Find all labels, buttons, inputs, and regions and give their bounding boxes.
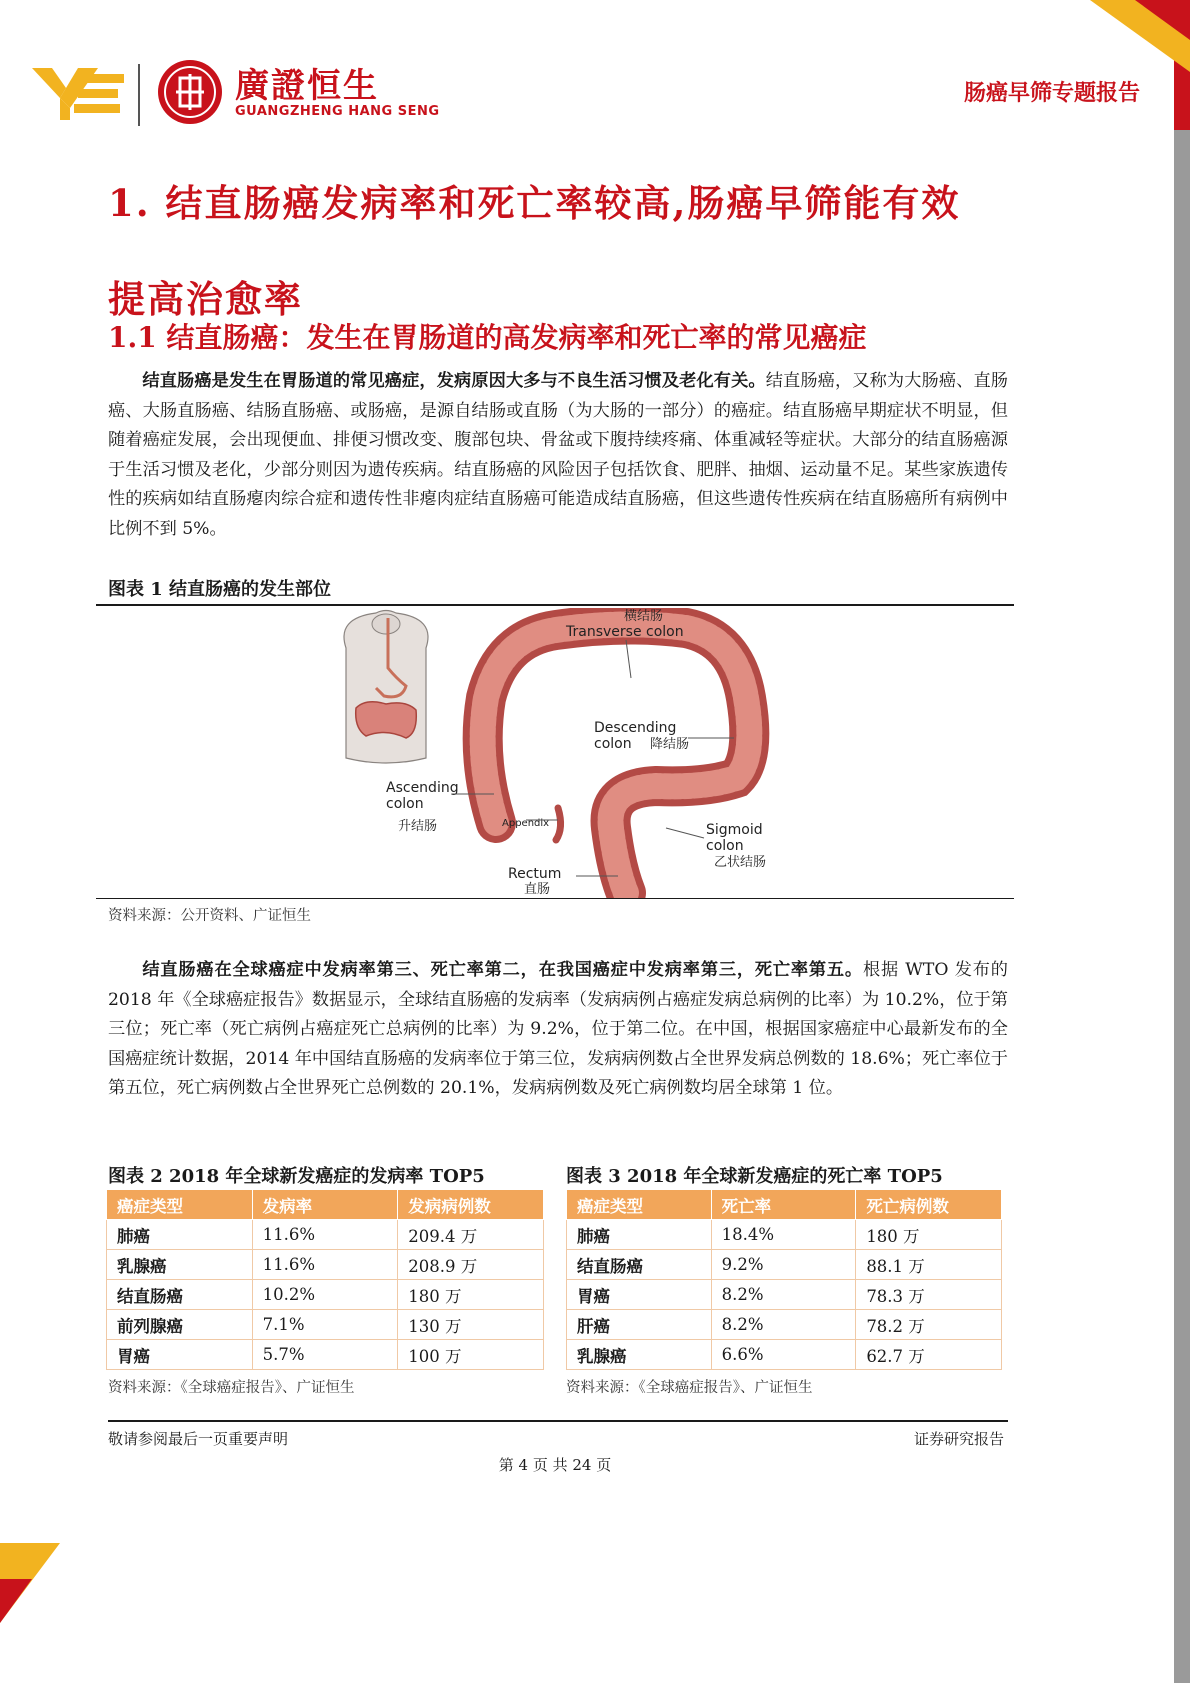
rate-cell: 7.1% (252, 1310, 398, 1340)
table-row (107, 1250, 544, 1280)
rate-cell: 11.6% (252, 1250, 398, 1280)
mortality-table (566, 1189, 1002, 1370)
incidence-table (106, 1189, 544, 1370)
paragraph-intro (108, 367, 1008, 544)
logo-text-en: GUANGZHENG HANG SENG (235, 104, 440, 119)
label-descending-en-2: colon (594, 736, 632, 752)
table-row (567, 1280, 1002, 1310)
table-row (107, 1310, 544, 1340)
rate-cell: 8.2% (711, 1280, 856, 1310)
page-number: 第 4 页 共 24 页 (498, 1456, 612, 1474)
footer-report-type: 证券研究报告 (913, 1430, 1004, 1448)
cancer-type-cell: 前列腺癌 (107, 1310, 253, 1340)
label-rectum-cn: 直肠 (524, 882, 551, 897)
cases-cell: 180 万 (398, 1280, 544, 1310)
table-header-cell: 发病率 (252, 1190, 398, 1220)
ye-logo-icon (32, 68, 124, 120)
colon-anatomy-illustration (326, 608, 786, 898)
label-sigmoid-en-2: colon (706, 838, 744, 854)
figure-1-bottom-rule (96, 898, 1014, 899)
section-heading-line-1: 1. 结直肠癌发病率和死亡率较高,肠癌早筛能有效 (108, 181, 961, 225)
paragraph-statistics-lead: 结直肠癌在全球癌症中发病率第三、死亡率第二，在我国癌症中发病率第三，死亡率第五。 (142, 960, 863, 980)
table-2-source: 资料来源：《全球癌症报告》、广证恒生 (108, 1380, 355, 1396)
cases-cell: 88.1 万 (856, 1250, 1002, 1280)
rate-cell: 6.6% (711, 1340, 856, 1370)
table-row (107, 1340, 544, 1370)
label-ascending-en-2: colon (386, 796, 424, 812)
seal-logo-icon (158, 60, 222, 124)
figure-1-source: 资料来源：公开资料、广证恒生 (108, 908, 311, 924)
cancer-type-cell: 肝癌 (567, 1310, 712, 1340)
table-row (107, 1280, 544, 1310)
paragraph-statistics-body: 根据 WTO 发布的 2018 年《全球癌症报告》数据显示，全球结直肠癌的发病率（发病病例占癌症发病总病例的比率）为 10.2%，位于第三位；死亡率（死亡病例占癌症死亡总病例的比率）为 9.2%，位于第二位。在中国，根据国家癌症中心最新发布的全国癌症统计数据，2014 年中国结直肠癌的发病率位于第三位，发病病例数占全世界发病总例数的 18.6%；死亡率位于第五位，死亡病例数占全世界死亡总例数的 20.1%，发病病例数及死亡病例数均居全球第 1 位。 (108, 960, 1008, 1098)
label-transverse-en: Transverse colon (566, 624, 684, 640)
paragraph-intro-lead: 结直肠癌是发生在胃肠道的常见癌症，发病原因大多与不良生活习惯及老化有关。 (142, 371, 766, 391)
label-ascending-cn: 升结肠 (398, 819, 438, 834)
rate-cell: 18.4% (711, 1220, 856, 1250)
paragraph-statistics (108, 956, 1008, 1104)
logo-divider (138, 64, 140, 126)
table-header-cell: 死亡病例数 (856, 1190, 1002, 1220)
right-edge-strip (1174, 0, 1190, 1683)
cases-cell: 208.9 万 (398, 1250, 544, 1280)
table-row (107, 1220, 544, 1250)
label-sigmoid-cn: 乙状结肠 (714, 855, 767, 870)
subsection-heading: 1.1 结直肠癌：发生在胃肠道的高发病率和死亡率的常见癌症 (108, 321, 867, 354)
table-2-title: 图表 2 2018 年全球新发癌症的发病率 TOP5 (108, 1166, 485, 1187)
table-3-title: 图表 3 2018 年全球新发癌症的死亡率 TOP5 (566, 1166, 943, 1187)
table-header-cell: 癌症类型 (567, 1190, 712, 1220)
label-descending-cn: 降结肠 (650, 737, 690, 752)
rate-cell: 8.2% (711, 1310, 856, 1340)
label-appendix: Appendix (502, 818, 550, 829)
table-header-cell: 发病病例数 (398, 1190, 544, 1220)
rate-cell: 9.2% (711, 1250, 856, 1280)
cases-cell: 62.7 万 (856, 1340, 1002, 1370)
torso-diagram-icon (344, 611, 428, 764)
section-heading-line-2: 提高治愈率 (108, 277, 303, 321)
label-sigmoid-en-1: Sigmoid (706, 822, 763, 838)
cancer-type-cell: 肺癌 (107, 1220, 253, 1250)
cancer-type-cell: 结直肠癌 (567, 1250, 712, 1280)
table-row (567, 1220, 1002, 1250)
figure-1-top-rule (96, 604, 1014, 606)
cases-cell: 78.2 万 (856, 1310, 1002, 1340)
rate-cell: 11.6% (252, 1220, 398, 1250)
cancer-type-cell: 结直肠癌 (107, 1280, 253, 1310)
cases-cell: 78.3 万 (856, 1280, 1002, 1310)
table-row (567, 1340, 1002, 1370)
logo-text-cn: 廣證恒生 (235, 66, 379, 106)
cases-cell: 209.4 万 (398, 1220, 544, 1250)
cancer-type-cell: 乳腺癌 (107, 1250, 253, 1280)
cases-cell: 130 万 (398, 1310, 544, 1340)
cancer-type-cell: 胃癌 (107, 1340, 253, 1370)
footer-disclaimer: 敬请参阅最后一页重要声明 (108, 1430, 289, 1448)
cancer-type-cell: 乳腺癌 (567, 1340, 712, 1370)
corner-decoration-top-red (1135, 0, 1190, 40)
cases-cell: 180 万 (856, 1220, 1002, 1250)
table-header-cell: 死亡率 (711, 1190, 856, 1220)
paragraph-intro-body: 结直肠癌，又称为大肠癌、直肠癌、大肠直肠癌、结肠直肠癌、或肠癌，是源自结肠或直肠（为大肠的一部分）的癌症。结直肠癌早期症状不明显，但随着癌症发展，会出现便血、排便习惯改变、腹部包块、骨盆或下腹持续疼痛、体重减轻等症状。大部分的结直肠癌源于生活习惯及老化，少部分则因为遗传疾病。结直肠癌的风险因子包括饮食、肥胖、抽烟、运动量不足。某些家族遗传性的疾病如结直肠瘪肉综合症和遗传性非瘪肉症结直肠癌可能造成结直肠癌，但这些遗传性疾病在结直肠癌所有病例中比例不到 5%。 (108, 371, 1008, 539)
rate-cell: 5.7% (252, 1340, 398, 1370)
table-header-cell: 癌症类型 (107, 1190, 253, 1220)
table-row (567, 1250, 1002, 1280)
table-header-row (567, 1190, 1002, 1220)
label-descending-en-1: Descending (594, 720, 677, 736)
table-header-row (107, 1190, 544, 1220)
report-tag: 肠癌早筛专题报告 (963, 81, 1140, 106)
cancer-type-cell: 肺癌 (567, 1220, 712, 1250)
figure-1-title: 图表 1 结直肠癌的发生部位 (108, 579, 332, 600)
label-rectum-en: Rectum (508, 866, 562, 882)
rate-cell: 10.2% (252, 1280, 398, 1310)
cancer-type-cell: 胃癌 (567, 1280, 712, 1310)
label-transverse-cn: 横结肠 (624, 609, 664, 624)
label-ascending-en-1: Ascending (386, 780, 459, 796)
footer-rule (108, 1420, 1008, 1422)
cases-cell: 100 万 (398, 1340, 544, 1370)
table-3-source: 资料来源：《全球癌症报告》、广证恒生 (566, 1380, 813, 1396)
table-row (567, 1310, 1002, 1340)
page-header (30, 60, 1140, 132)
corner-decoration-bottom-red (0, 1579, 32, 1623)
